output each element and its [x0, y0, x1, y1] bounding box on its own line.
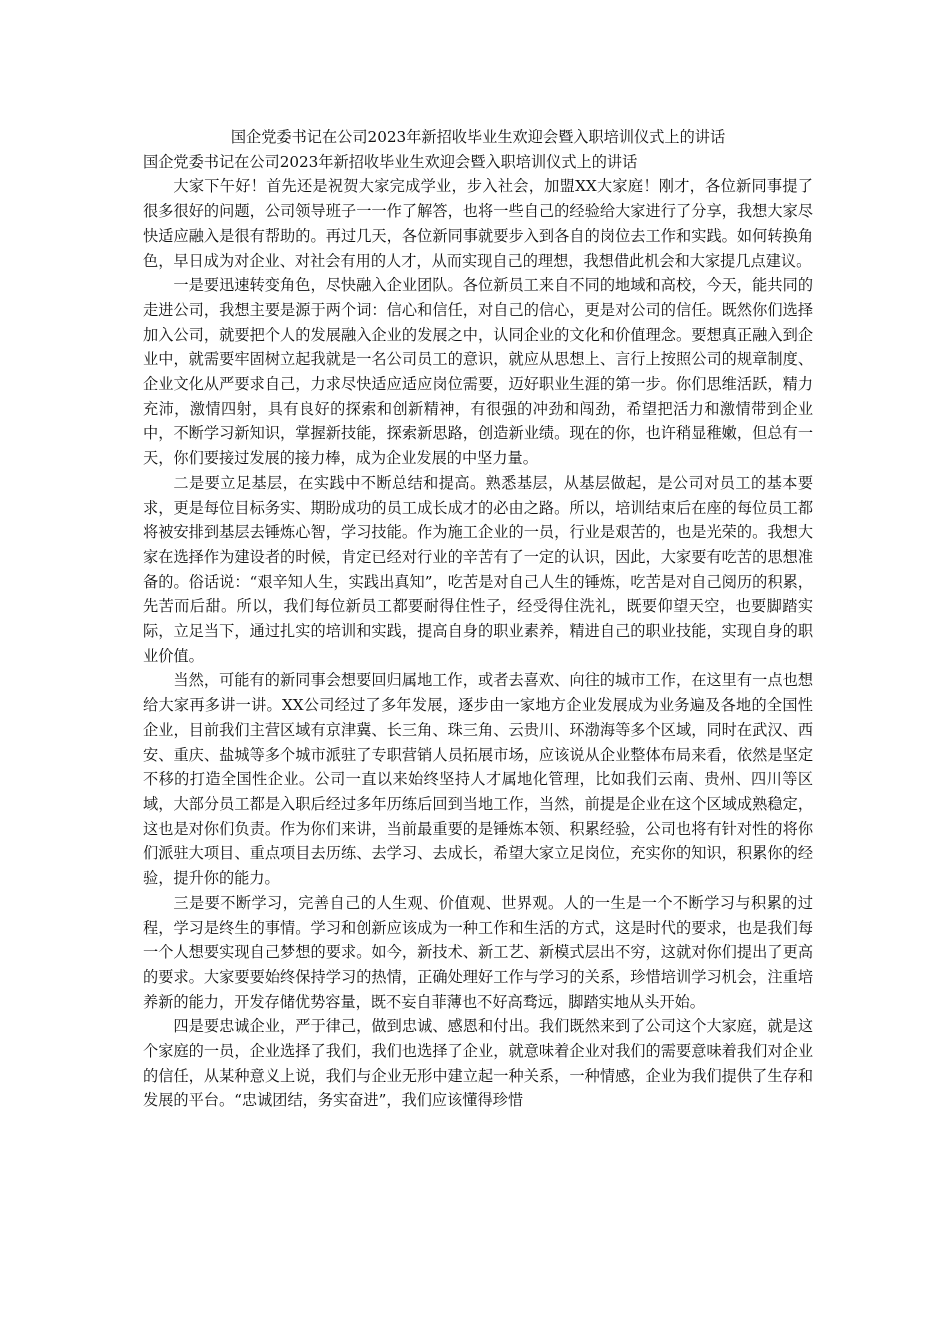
- paragraph-point-three: 三是要不断学习，完善自己的人生观、价值观、世界观。人的一生是一个不断学习与积累的过程，学习是终生的事情。学习和创新应该成为一种工作和生活的方式，这是时代的要求，也是我们每一个人想要实现自己梦想的要求。如今，新技术、新工艺、新模式层出不穷，这就对你们提出了更高的要求。大家要要始终保持学习的热情，正确处理好工作与学习的关系，珍惜培训学习机会，注重培养新的能力，开发存储优势容量，既不妄自菲薄也不好高骛远，脚踏实地从头开始。: [143, 893, 813, 1011]
- paragraph-point-four: 四是要忠诚企业，严于律己，做到忠诚、感恩和付出。我们既然来到了公司这个大家庭，就是这个家庭的一员，企业选择了我们，我们也选择了企业，就意味着企业对我们的需要意味着我们对企业的信任，从某种意义上说，我们与企业无形中建立起一种关系，一种情感，企业为我们提供了生存和发展的平台。“忠诚团结，务实奋进”，我们应该懂得珍惜: [143, 1017, 813, 1110]
- paragraph-point-two: 二是要立足基层，在实践中不断总结和提高。熟悉基层，从基层做起，是公司对员工的基本要求，更是每位目标务实、期盼成功的员工成长成才的必由之路。所以，培训结束后在座的每位员工都将被安排到基层去锤炼心智，学习技能。作为施工企业的一员，行业是艰苦的，也是光荣的。我想大家在选择作为建设者的时候，肯定已经对行业的辛苦有了一定的认识，因此，大家要有吃苦的思想准备的。俗话说：“艰辛知人生，实践出真知”，吃苦是对自己人生的锤炼，吃苦是对自己阅历的积累，先苦而后甜。所以，我们每位新员工都要耐得住性子，经受得住洗礼，既要仰望天空，也要脚踏实际，立足当下，通过扎实的培训和实践，提高自身的职业素养，精进自己的职业技能，实现自身的职业价值。: [143, 473, 813, 665]
- document-subtitle: 国企党委书记在公司2023年新招收毕业生欢迎会暨入职培训仪式上的讲话: [143, 152, 638, 171]
- document-page: [143, 125, 813, 1113]
- paragraph-point-one: 一是要迅速转变角色，尽快融入企业团队。各位新员工来自不同的地域和高校，今天，能共同的走进公司，我想主要是源于两个词：信心和信任，对自己的信心，更是对公司的信任。既然你们选择加入公司，就要把个人的发展融入企业的发展之中，认同企业的文化和价值理念。要想真正融入到企业中，就需要牢固树立起我就是一名公司员工的意识，就应从思想上、言行上按照公司的规章制度、企业文化从严要求自己，力求尽快适应适应岗位需要，迈好职业生涯的第一步。你们思维活跃，精力充沛，激情四射，具有良好的探索和创新精神，有很强的冲劲和闯劲，希望把活力和激情带到企业中，不断学习新知识，掌握新技能，探索新思路，创造新业绩。现在的你，也许稍显稚嫩，但总有一天，你们要接过发展的接力棒，成为企业发展的中坚力量。: [143, 276, 813, 468]
- document-title: 国企党委书记在公司2023年新招收毕业生欢迎会暨入职培训仪式上的讲话: [230, 128, 726, 146]
- paragraph-regional: 当然，可能有的新同事会想要回归属地工作，或者去喜欢、向往的城市工作，在这里有一点也想给大家再多讲一讲。XX公司经过了多年发展，逐步由一家地方企业发展成为业务遍及各地的全国性企业，目前我们主营区域有京津冀、长三角、珠三角、云贵川、环渤海等多个区域，同时在武汉、西安、重庆、盐城等多个城市派驻了专职营销人员拓展市场，应该说从企业整体布局来看，依然是坚定不移的打造全国性企业。公司一直以来始终坚持人才属地化管理，比如我们云南、贵州、四川等区域，大部分员工都是入职后经过多年历练后回到当地工作，当然，前提是企业在这个区域成熟稳定，这也是对你们负责。作为你们来讲，当前最重要的是锤炼本领、积累经验，公司也将有针对性的将你们派驻大项目、重点项目去历练、去学习、去成长，希望大家立足岗位，充实你的知识，积累你的经验，提升你的能力。: [143, 671, 813, 888]
- paragraph-greeting: 大家下午好！首先还是祝贺大家完成学业，步入社会，加盟XX大家庭！刚才，各位新同事提了很多很好的问题，公司领导班子一一作了解答，也将一些自己的经验给大家进行了分享，我想大家尽快适应融入是很有帮助的。再过几天，各位新同事就要步入到各自的岗位去工作和实践。如何转换角色，早日成为对企业、对社会有用的人才，从而实现自己的理想，我想借此机会和大家提几点建议。: [143, 177, 813, 270]
